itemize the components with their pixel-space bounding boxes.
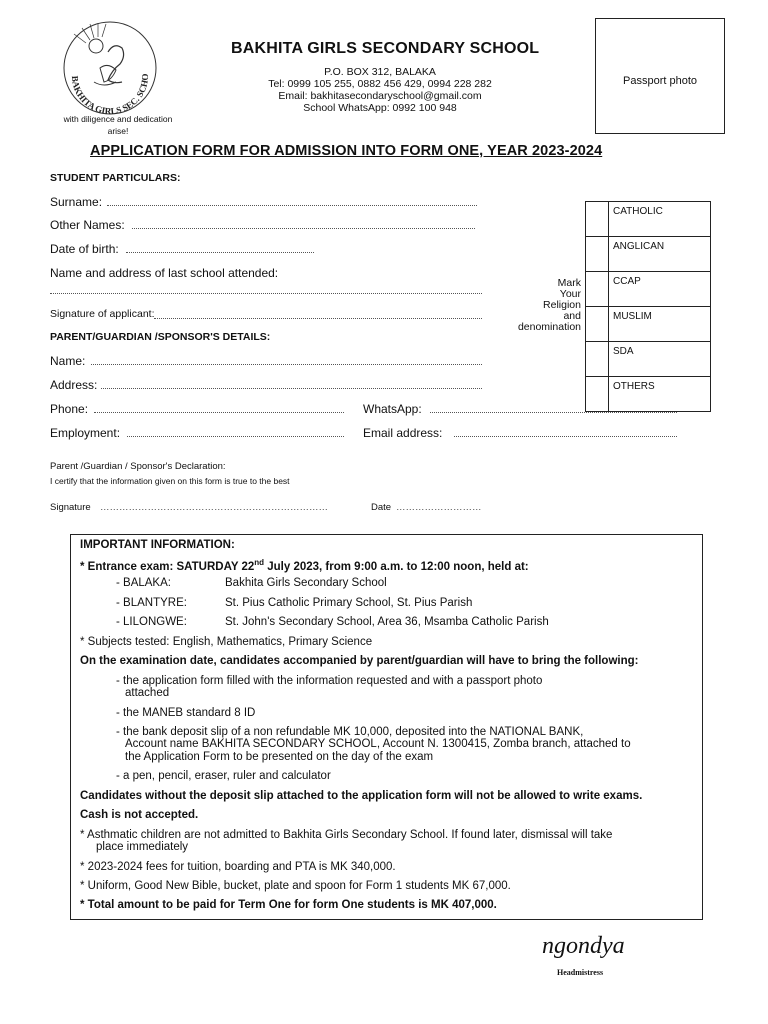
religion-table <box>585 201 711 412</box>
form-title: APPLICATION FORM FOR ADMISSION INTO FORM ONE, YEAR 2023-2024 <box>90 143 603 159</box>
phone-field[interactable] <box>94 412 344 413</box>
uniform-note: * Uniform, Good New Bible, bucket, plate and spoon for Form 1 students MK 67,000. <box>80 880 511 892</box>
bring-item-cont: Account name BAKHITA SECONDARY SCHOOL, Account N. 1300415, Zomba branch, attached to <box>125 738 631 750</box>
bring-item-cont: the Application Form to be presented on the day of the exam <box>125 751 434 763</box>
passport-photo-label: Passport photo <box>623 75 697 87</box>
parent-name-field[interactable] <box>91 364 482 365</box>
logo-text: BAKHITA GIRLS SEC. SCHO <box>69 73 151 117</box>
surname-field[interactable] <box>107 205 477 206</box>
asthma-note-cont: place immediately <box>96 841 189 853</box>
student-section-heading: STUDENT PARTICULARS: <box>50 172 181 184</box>
religion-row <box>586 202 711 237</box>
cash-note: Cash is not accepted. <box>80 809 199 821</box>
passport-photo-box[interactable] <box>595 18 725 134</box>
centre-venue: St. Pius Catholic Primary School, St. Pius Parish <box>225 597 473 609</box>
parent-signature-field[interactable]: ……………………………………………………………… <box>100 502 328 513</box>
date-label: Date <box>371 502 392 513</box>
other-names-label: Other Names: <box>50 218 125 232</box>
employment-label: Employment: <box>50 426 121 440</box>
applicant-signature-label: Signature of applicant: <box>50 308 155 320</box>
email-field[interactable] <box>454 436 677 437</box>
motto-line: arise! <box>107 126 129 136</box>
email-label: Email address: <box>363 426 443 440</box>
email-line: Email: bakhitasecondaryschool@gmail.com <box>278 90 482 102</box>
employment-field[interactable] <box>127 436 344 437</box>
info-heading: IMPORTANT INFORMATION: <box>80 539 235 551</box>
headmistress-signature <box>540 925 650 970</box>
religion-checkbox-muslim[interactable] <box>586 307 609 342</box>
parent-name-label: Name: <box>50 354 86 368</box>
fees-note: * 2023-2024 fees for tuition, boarding and PTA is MK 340,000. <box>80 861 396 873</box>
parent-section-heading: PARENT/GUARDIAN /SPONSOR'S DETAILS: <box>50 331 271 343</box>
exam-date <box>80 558 529 573</box>
last-school-label: Name and address of last school attended: <box>50 266 279 280</box>
dob-label: Date of birth: <box>50 242 119 256</box>
centre-place: - BLANTYRE: <box>116 597 187 609</box>
religion-prompt-line: Religion <box>543 299 581 311</box>
religion-checkbox-ccap[interactable] <box>586 272 609 307</box>
declaration-text: I certify that the information given on this form is true to the best <box>50 476 290 486</box>
religion-checkbox-catholic[interactable] <box>586 202 609 237</box>
parent-signature-label: Signature <box>50 502 91 513</box>
whatsapp-line: School WhatsApp: 0992 100 948 <box>303 102 457 114</box>
school-logo <box>60 18 160 118</box>
dob-field[interactable] <box>126 252 314 253</box>
exam-suffix: July 2023, from 9:00 a.m. to 12:00 noon, held at: <box>264 560 529 573</box>
bring-item: - the application form filled with the information requested and with a passport photo <box>116 675 543 687</box>
religion-row <box>586 307 711 342</box>
other-names-field[interactable] <box>132 228 475 229</box>
religion-row <box>586 342 711 377</box>
phone-label: Phone: <box>50 402 89 416</box>
applicant-signature-field[interactable] <box>154 318 482 319</box>
whatsapp-field[interactable] <box>430 412 677 413</box>
centre-place: - BALAKA: <box>116 577 171 589</box>
bring-item: - the MANEB standard 8 ID <box>116 707 256 719</box>
religion-prompt-line: denomination <box>517 321 581 333</box>
religion-option: SDA <box>609 342 711 377</box>
religion-option: CCAP <box>609 272 711 307</box>
religion-checkbox-sda[interactable] <box>586 342 609 377</box>
religion-row <box>586 237 711 272</box>
whatsapp-label: WhatsApp: <box>363 402 422 416</box>
subjects-tested: * Subjects tested: English, Mathematics, Primary Science <box>80 636 373 648</box>
declaration-title: Parent /Guardian / Sponsor's Declaration: <box>50 461 226 472</box>
bring-item: - the bank deposit slip of a non refundable MK 10,000, deposited into the NATIONAL BANK, <box>116 726 584 738</box>
parent-address-label: Address: <box>50 378 98 392</box>
religion-option: ANGLICAN <box>609 237 711 272</box>
religion-checkbox-anglican[interactable] <box>586 237 609 272</box>
phone-line: Tel: 0999 105 255, 0882 456 429, 0994 228 282 <box>268 78 492 90</box>
exam-prefix: * Entrance exam: SATURDAY 22 <box>80 560 255 573</box>
centre-place: - LILONGWE: <box>116 616 187 628</box>
religion-option: OTHERS <box>609 377 711 412</box>
school-name: BAKHITA GIRLS SECONDARY SCHOOL <box>231 40 540 57</box>
address-line: P.O. BOX 312, BALAKA <box>324 66 436 78</box>
religion-prompt-line: Mark <box>557 277 581 289</box>
religion-row <box>586 272 711 307</box>
headmistress-title: Headmistress <box>557 968 604 977</box>
exam-sup: nd <box>254 558 265 567</box>
signature-text: ngondya <box>542 933 625 959</box>
centre-venue: Bakhita Girls Secondary School <box>225 577 387 589</box>
religion-prompt-line: and <box>563 310 581 322</box>
religion-prompt-line: Your <box>559 288 581 300</box>
date-field[interactable]: ……………………… <box>396 502 482 513</box>
bring-item: - a pen, pencil, eraser, ruler and calculator <box>116 770 331 782</box>
religion-checkbox-others[interactable] <box>586 377 609 412</box>
religion-option: MUSLIM <box>609 307 711 342</box>
religion-row <box>586 377 711 412</box>
centre-venue: St. John's Secondary School, Area 36, Msamba Catholic Parish <box>225 616 549 628</box>
religion-prompt <box>500 278 581 333</box>
parent-address-field[interactable] <box>101 388 482 389</box>
bring-intro: On the examination date, candidates accompanied by parent/guardian will have to bring the following: <box>80 655 639 667</box>
deposit-warning: Candidates without the deposit slip attached to the application form will not be allowed to write exams. <box>80 790 643 802</box>
school-motto <box>58 113 178 137</box>
surname-label: Surname: <box>50 195 103 209</box>
last-school-field[interactable] <box>50 293 482 294</box>
svg-text:BAKHITA GIRLS SEC. SCHOOL <box>60 18 150 116</box>
asthma-note: * Asthmatic children are not admitted to Bakhita Girls Secondary School. If found later, dismissal will take <box>80 829 613 841</box>
religion-option: CATHOLIC <box>609 202 711 237</box>
motto-line: with diligence and dedication <box>63 114 173 124</box>
total-note: * Total amount to be paid for Term One for form One students is MK 407,000. <box>80 899 497 911</box>
bring-item-cont: attached <box>125 687 170 699</box>
